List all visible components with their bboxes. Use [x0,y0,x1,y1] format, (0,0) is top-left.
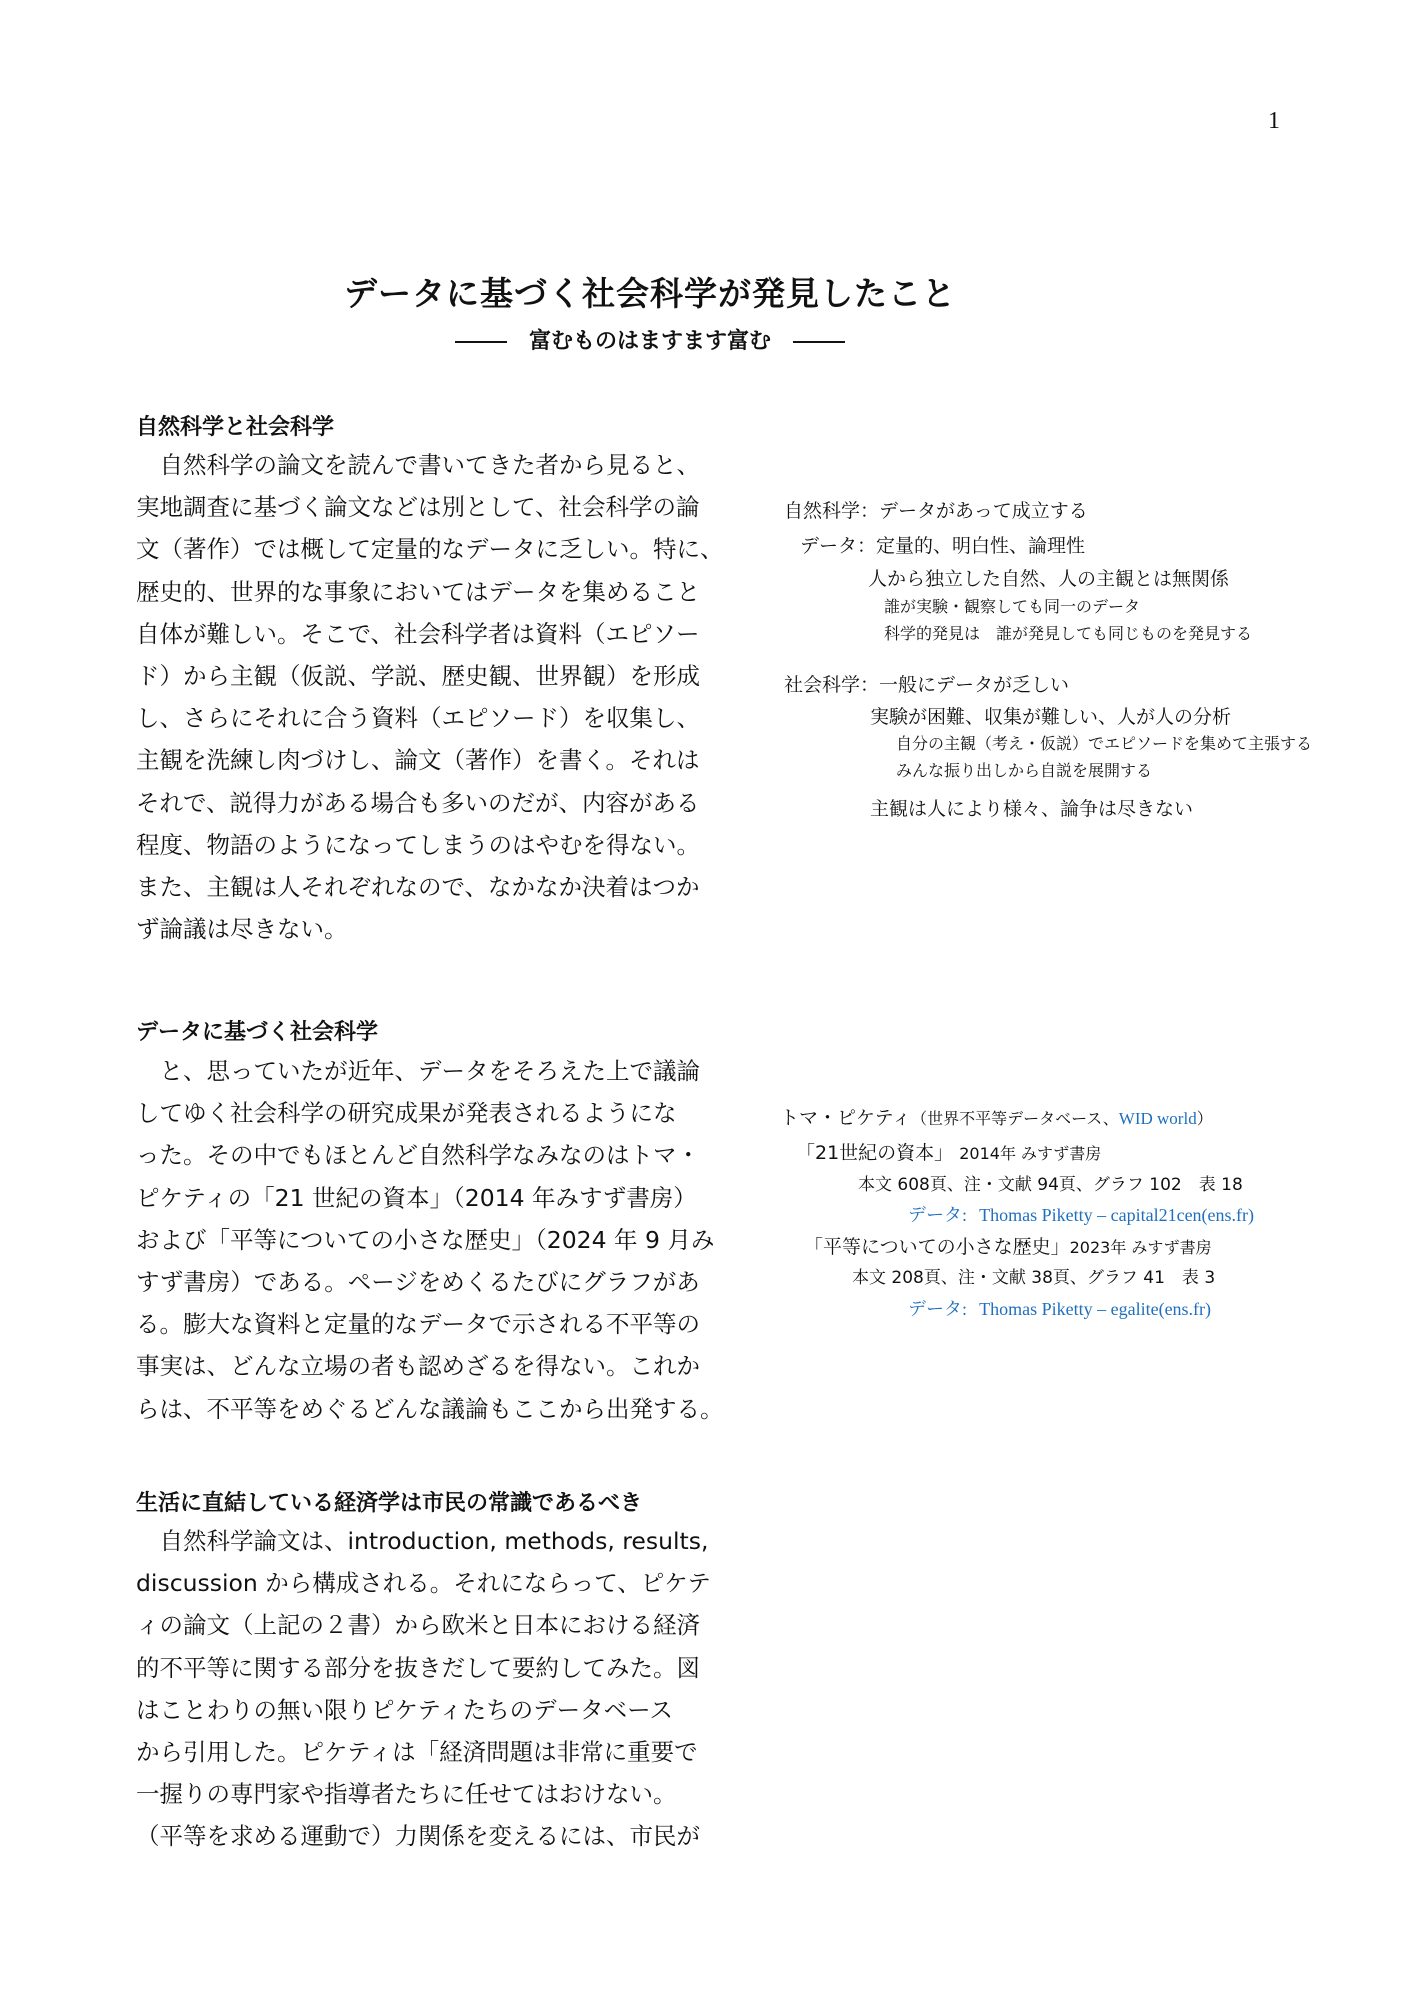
section-heading-natural-vs-social: 自然科学と社会科学 [136,415,335,440]
page-number: 1 [1268,108,1280,134]
note-natural-line3: 人から独立した自然、人の主観とは無関係 [868,568,1230,590]
note-natural-line2: データ：定量的、明白性、論理性 [800,535,1086,557]
note-social-line4: みんな振り出しから自説を展開する [896,761,1153,780]
note-natural-line1: 自然科学：データがあって成立する [784,500,1088,522]
book1-data-link[interactable]: Thomas Piketty – capital21cen(ens.fr) [979,1205,1255,1225]
note-social-line5: 主観は人により様々、論争は尽きない [870,798,1194,820]
book2-publisher: 2023年 みすず書房 [1069,1238,1212,1257]
section-body-natural-vs-social: 自然科学の論文を読んで書いてきた者から見ると、 実地調査に基づく論文などは別として、社会科学の論 文（著作）では概して定量的なデータに乏しい。特に、 歴史的、世界的な事象においてはデータを集めること 自体が難しい。そこで、社会科学者は資料（エピソー ド）から主観（仮説、学説、歴史観、世界観）を形成 し、さらにそれに合う資料（エピソード）を収集し、 主観を洗練し肉づけし、論文（著作）を書く。それは それで、説得力がある場合も多いのだが、内容がある 程度、物語のようになってしまうのはやむを得ない。 また、主観は人それぞれなので、なかなか決着はつか ず論議は尽きない。 [136,451,724,944]
section-body-economics: 自然科学論文は、introduction, methods, results, discussion から構成される。それにならって、ピケテ ィの論文（上記の２書）から欧米と日本における経済 的不平等に関する部分を抜きだして要約してみた。図 はことわりの無い限りピケティたちのデータベース から引用した。ピケティは「経済問題は非常に重要で 一握りの専門家や指導者たちに任せてはおけない。 （平等を求める運動で）力関係を変えるには、市民が [136,1527,711,1851]
page-title: データに基づく社会科学が発見したこと [344,274,956,313]
note-social-line1: 社会科学：一般にデータが乏しい [784,674,1070,696]
book1-data-label: データ: [908,1205,968,1225]
section-heading-data-based: データに基づく社会科学 [136,1020,379,1045]
book2-data-label: データ: [908,1299,968,1319]
piketty-db-suffix: ） [1196,1109,1213,1128]
page-subtitle [0,324,1300,355]
note-piketty-header [780,1103,1213,1130]
note-book2-stats: 本文 208頁、注・文献 38頁、グラフ 41 表 3 [852,1268,1216,1288]
subtitle-text: 富むものはますます富む [528,329,771,354]
note-social-line2: 実験が困難、収集が難しい、人が人の分析 [870,706,1232,728]
note-book1 [796,1138,1101,1165]
piketty-db-prefix: （世界不平等データベース、 [911,1109,1119,1128]
piketty-name: トマ・ピケティ [780,1107,912,1129]
note-book1-data [908,1201,1254,1227]
note-social-line3: 自分の主観（考え・仮説）でエピソードを集めて主張する [896,734,1313,753]
note-book2 [804,1232,1212,1259]
section-heading-economics: 生活に直結している経済学は市民の常識であるべき [136,1491,643,1516]
subtitle-dash-left [455,341,507,343]
book1-publisher: 2014年 みすず書房 [959,1144,1102,1163]
note-natural-line5: 科学的発見は 誰が発見しても同じものを発見する [884,624,1253,643]
book2-title: 「平等についての小さな歴史」 [804,1236,1070,1258]
note-natural-line4: 誰が実験・観察しても同一のデータ [884,597,1141,616]
section-body-data-based: と、思っていたが近年、データをそろえた上で議論 してゆく社会科学の研究成果が発表されるようにな った。その中でもほとんど自然科学なみなのはトマ・ ピケティの「21 世紀の資本」（2014 年みすず書房） および「平等についての小さな歴史」（2024 年 9 月み すず書房）である。ページをめくるたびにグラフがあ る。膨大な資料と定量的なデータで示される不平等の 事実は、どんな立場の者も認めざるを得ない。これか らは、不平等をめぐるどんな議論もここから出発する。 [136,1057,724,1423]
subtitle-dash-right [793,341,845,343]
note-book2-data [908,1295,1211,1321]
book2-data-link[interactable]: Thomas Piketty – egalite(ens.fr) [979,1299,1212,1319]
note-book1-stats: 本文 608頁、注・文献 94頁、グラフ 102 表 18 [858,1175,1243,1195]
book1-title: 「21世紀の資本」 [796,1142,954,1164]
piketty-db-link[interactable]: WID world [1118,1109,1197,1128]
